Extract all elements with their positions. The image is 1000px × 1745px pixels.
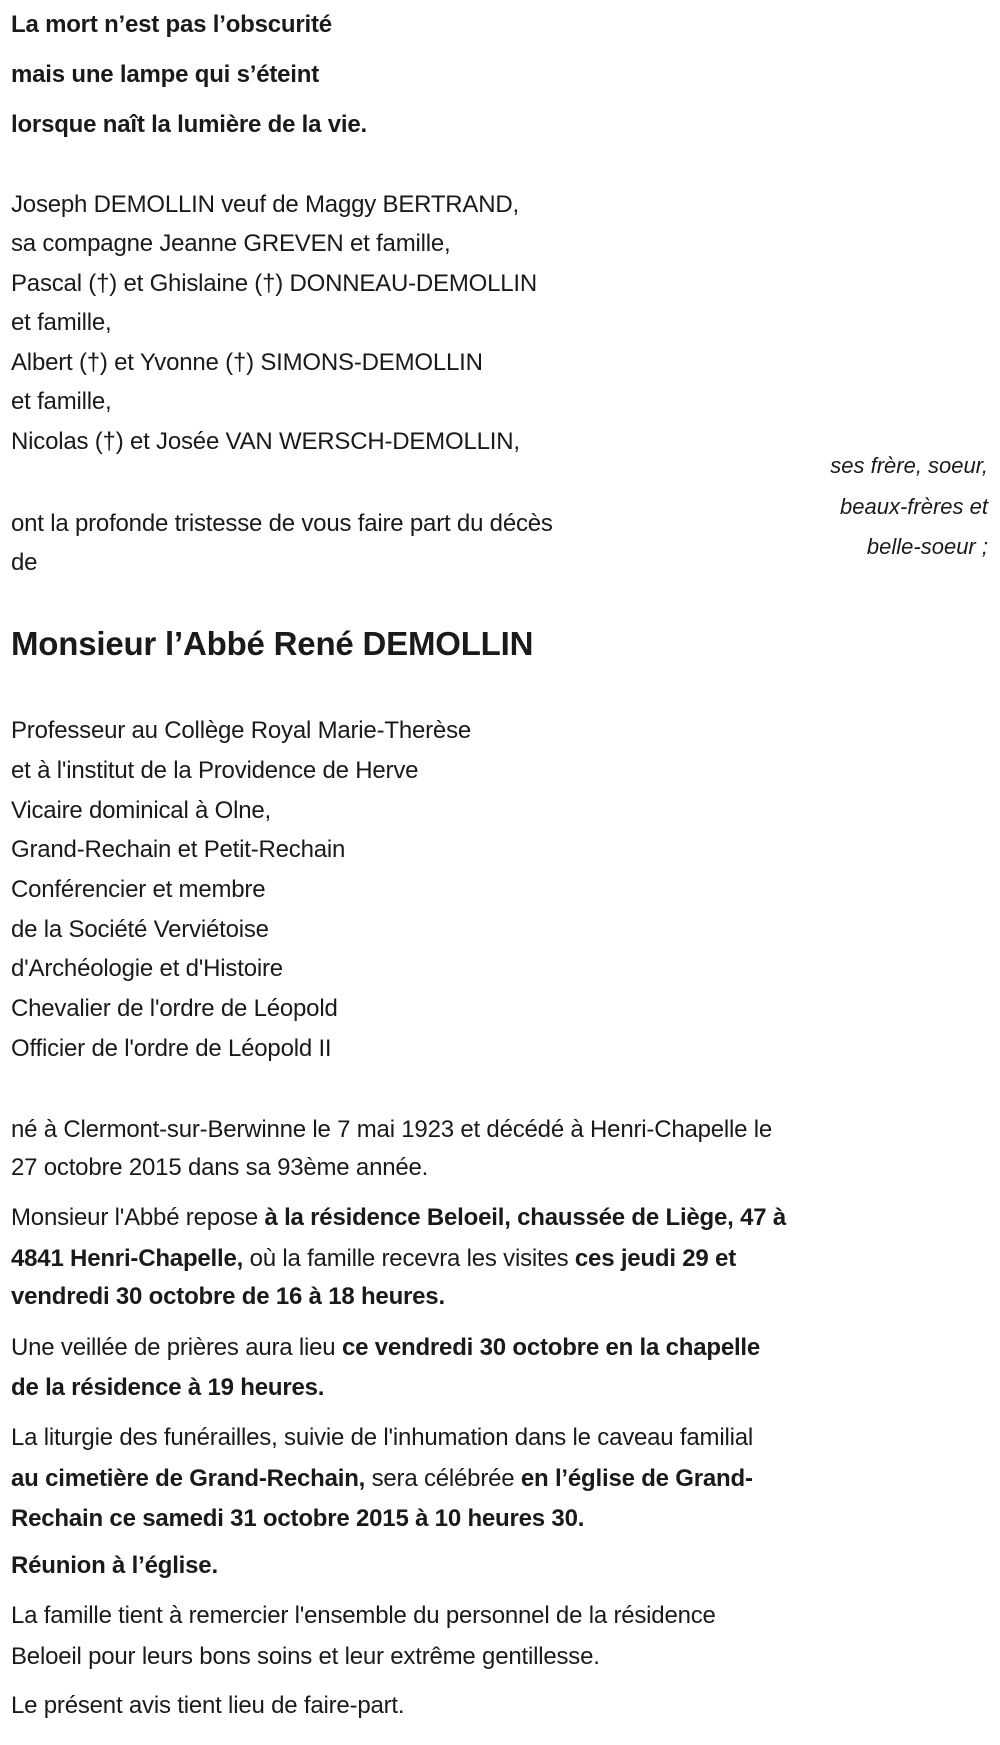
relation-line: ses frère, soeur,	[830, 453, 988, 478]
family-line: Nicolas (†) et Josée VAN WERSCH-DEMOLLIN,	[11, 428, 520, 455]
meeting-info: Réunion à l’église.	[11, 1552, 218, 1579]
text: à la résidence Beloeil, chaussée de Liège, 47 à	[264, 1204, 787, 1231]
text: vendredi 30 octobre de 16 à 18 heures.	[11, 1283, 445, 1310]
title-line: Professeur au Collège Royal Marie-Therèse	[11, 717, 472, 744]
relation-line: belle-soeur ;	[866, 534, 988, 559]
announcement: ont la profonde tristesse de vous faire part du décès	[11, 510, 553, 537]
vigil-info	[11, 1333, 760, 1363]
title-line: et à l'institut de la Providence de Herve	[11, 757, 419, 784]
title-line: Chevalier de l'ordre de Léopold	[11, 995, 338, 1022]
quote-line: mais une lampe qui s’éteint	[11, 61, 320, 88]
birth-death: né à Clermont-sur-Berwinne le 7 mai 1923 et décédé à Henri-Chapelle le	[11, 1116, 773, 1143]
text: Une veillée de prières aura lieu	[11, 1334, 342, 1361]
text: en l’église de Grand-	[520, 1465, 753, 1492]
text: Rechain ce samedi 31 octobre 2015 à 10 heures 30.	[11, 1505, 585, 1532]
relation-line: beaux-frères et	[840, 494, 988, 519]
family-line: sa compagne Jeanne GREVEN et famille,	[11, 230, 451, 257]
family-line: et famille,	[11, 309, 112, 336]
deceased-name: Monsieur l’Abbé René DEMOLLIN	[11, 625, 534, 662]
text: 4841 Henri-Chapelle,	[11, 1245, 244, 1272]
family-line: Joseph DEMOLLIN veuf de Maggy BERTRAND,	[11, 191, 519, 218]
family-line: Albert (†) et Yvonne (†) SIMONS-DEMOLLIN	[11, 349, 483, 376]
text: ces jeudi 29 et	[574, 1245, 736, 1272]
thanks: La famille tient à remercier l'ensemble du personnel de la résidence	[11, 1602, 716, 1629]
family-line: Pascal (†) et Ghislaine (†) DONNEAU-DEMOLLIN	[11, 270, 538, 297]
liturgy-info: La liturgie des funérailles, suivie de l'inhumation dans le caveau familial	[11, 1424, 754, 1451]
rest-info	[11, 1203, 786, 1233]
notice: Le présent avis tient lieu de faire-part.	[11, 1692, 405, 1719]
announcement: de	[11, 549, 38, 576]
title-line: Conférencier et membre	[11, 876, 266, 903]
thanks: Beloeil pour leurs bons soins et leur extrême gentillesse.	[11, 1643, 600, 1670]
rest-info	[11, 1244, 736, 1274]
text: de la résidence à 19 heures.	[11, 1374, 325, 1401]
text: où la famille recevra les visites	[243, 1245, 575, 1272]
text: sera célébrée	[365, 1465, 521, 1492]
title-line: Officier de l'ordre de Léopold II	[11, 1035, 332, 1062]
birth-death: 27 octobre 2015 dans sa 93ème année.	[11, 1154, 429, 1181]
vigil-info	[11, 1373, 324, 1403]
text: Monsieur l'Abbé repose	[11, 1204, 265, 1231]
family-line: et famille,	[11, 388, 112, 415]
title-line: Vicaire dominical à Olne,	[11, 797, 272, 824]
liturgy-info	[11, 1464, 753, 1494]
quote-line: lorsque naît la lumière de la vie.	[11, 111, 368, 138]
text: ce vendredi 30 octobre en la chapelle	[341, 1334, 761, 1361]
rest-info	[11, 1282, 445, 1312]
title-line: Grand-Rechain et Petit-Rechain	[11, 836, 346, 863]
quote-line: La mort n’est pas l’obscurité	[11, 11, 332, 38]
text: au cimetière de Grand-Rechain,	[11, 1465, 366, 1492]
liturgy-info	[11, 1504, 584, 1534]
title-line: d'Archéologie et d'Histoire	[11, 955, 283, 982]
title-line: de la Société Verviétoise	[11, 916, 269, 943]
